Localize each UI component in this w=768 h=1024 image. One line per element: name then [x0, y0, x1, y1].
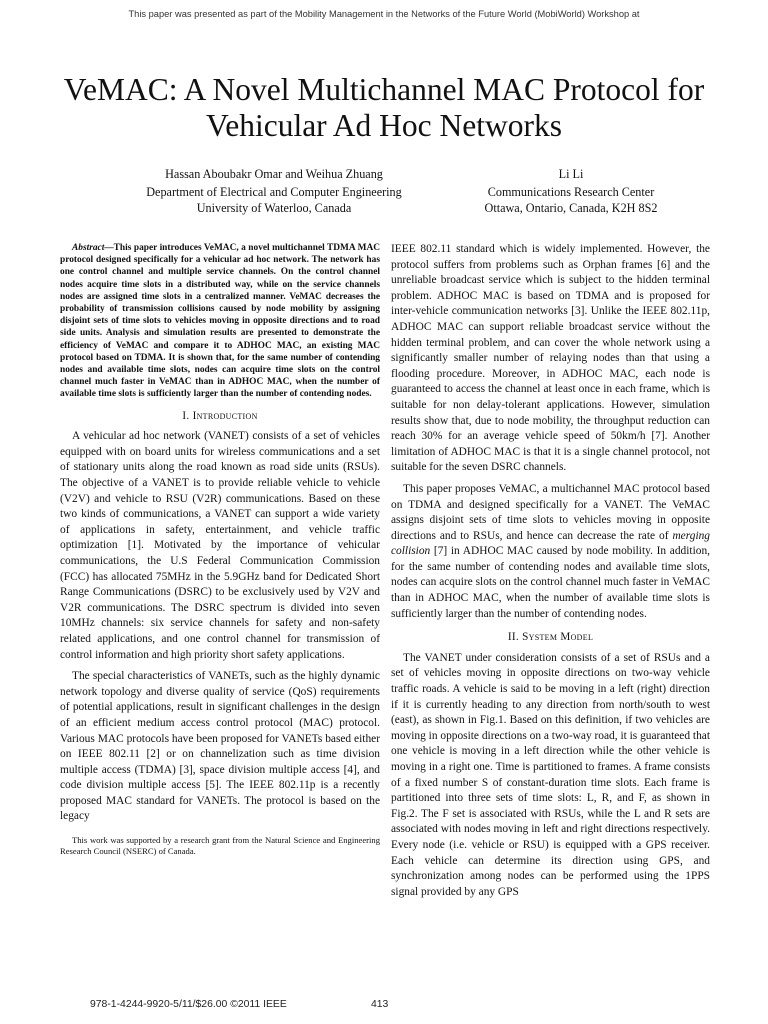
section-title: Introduction — [192, 409, 258, 422]
abstract — [60, 242, 380, 401]
paragraph-text: This paper proposes VeMAC, a multichannel MAC protocol based on TDMA and designed specifically for a VANET. The VeMAC assigns disjoint sets of time slots to vehicles moving in opposite directions and to RSUs, and hence can decrease the rate of — [391, 482, 710, 542]
author-affiliation: Ottawa, Ontario, Canada, K2H 8S2 — [484, 201, 658, 215]
paragraph: The VANET under consideration consists of a set of RSUs and a set of vehicles moving in opposite directions on two-way vehicle traffic roads. A vehicle is said to be moving in a left (right) direction if it is currently heading to any direction from north/south to west (east), as shown in Fig.1. Based on this definition, if two vehicles are moving in opposite directions on a two-way road, it is guaranteed that one vehicle is moving in a left direction while the other vehicle is moving in a right one. Time is partitioned to frames. A frame consists of a fixed number S of constant-duration time slots. Each frame is partitioned into three sets of time slots: L, R, and F, as shown in Fig.2. The F set is associated with RSUs, while the L and R sets are associated with nodes moving in left and right directions respectively. Every node (i.e. vehicle or RSU) is equipped with a GPS receiver. Each vehicle can determine its direction using GPS, and synchronization among nodes can be performed using the 1PPS signal provided by any GPS — [391, 651, 710, 898]
author-affiliation: Communications Research Center — [487, 185, 655, 199]
section-heading-system-model — [391, 630, 710, 646]
abstract-label: Abstract — [72, 243, 105, 253]
section-numeral: I. — [182, 409, 190, 422]
page-number: 413 — [371, 999, 389, 1010]
copyright-footer: 978-1-4244-9920-5/11/$26.00 ©2011 IEEE — [90, 999, 287, 1010]
title-line-1: VeMAC: A Novel Multichannel MAC Protocol for — [63, 72, 705, 107]
author-affiliation: Department of Electrical and Computer Engineering — [146, 185, 402, 199]
paper-title — [30, 72, 738, 144]
author-block-crc — [424, 166, 718, 216]
paragraph-text: [7] in ADHOC MAC caused by node mobility. In addition, for the same number of contending nodes and available time slots, nodes can acquire slots on the control channel much faster in VeMAC than in ADHOC MAC, when the number of available time slots is sufficiently larger than the number of contending nodes. — [391, 545, 710, 620]
paragraph — [391, 482, 710, 622]
conference-header-note: This paper was presented as part of the Mobility Management in the Networks of the Future World (MobiWorld) Workshop at — [128, 9, 640, 19]
paragraph: IEEE 802.11 standard which is widely implemented. However, the protocol suffers from problems such as Orphan frames [6] and the unreliable broadcast service which is subject to the hidden terminal problem. ADHOC MAC is based on TDMA and is proposed for inter-vehicle communication networks [3]. Unlike the IEEE 802.11p, ADHOC MAC can support reliable broadcast service without the hidden terminal problem, and can cover the whole network using a significantly smaller number of relaying nodes than that using a flooding procedure. Moreover, in ADHOC MAC, each node is guaranteed to access the channel at least once in each frame, which is suitable for non delay-tolerant applications. However, simulation results show that, due to node mobility, the throughput reduction can reach 30% for an average vehicle speed of 50km/h [7]. Another limitation of ADHOC MAC is that it is a single channel protocol, not suitable for the seven DSRC channels. — [391, 243, 710, 474]
author-affiliation: University of Waterloo, Canada — [196, 201, 352, 215]
title-line-2: Vehicular Ad Hoc Networks — [205, 108, 563, 143]
author-names: Hassan Aboubakr Omar and Weihua Zhuang — [165, 167, 383, 181]
emphasis-text: merging collision — [391, 529, 710, 558]
section-numeral: II. — [507, 631, 520, 644]
paragraph: The special characteristics of VANETs, such as the highly dynamic network topology and diverse quality of service (QoS) requirements of potential applications, result in significant challenges in the design of an efficient medium access control protocol (MAC) protocol. Various MAC protocols have been proposed for VANETs based either on IEEE 802.11 [2] or on channelization such as time division multiple access (TDMA) [3], space division multiple access [4], and code division multiple access [5]. The IEEE 802.11p is a recently proposed MAC standard for VANETs. The protocol is based on the legacy — [60, 670, 380, 823]
abstract-text: —This paper introduces VeMAC, a novel multichannel TDMA MAC protocol designed specifically for a vehicular ad hoc network. The network has one control channel and multiple service channels. On the control channel nodes acquire time slots in a distributed way, while on the service channels nodes are assigned time slots in a centralized manner. VeMAC decreases the probability of transmission collisions caused by node mobility by assigning disjoint sets of time slots to vehicles moving in opposite directions and to road side units. Analysis and simulation results are presented to demonstrate the efficiency of VeMAC and compare it to ADHOC MAC, an existing MAC protocol based on TDMA. It is shown that, for the same number of contending nodes and available time slots, nodes can acquire time slots on the control channel much faster in VeMAC than in ADHOC MAC, when the number of available time slots is sufficiently larger than the number of contending nodes. — [60, 243, 380, 400]
section-heading-introduction — [60, 409, 380, 425]
left-column — [60, 242, 380, 863]
section-title: System Model — [522, 631, 594, 644]
footnote: This work was supported by a research grant from the Natural Science and Engineering Research Council (NSERC) of Canada. — [60, 835, 380, 857]
right-column — [391, 242, 710, 906]
author-names: Li Li — [558, 167, 584, 181]
paragraph: A vehicular ad hoc network (VANET) consists of a set of vehicles equipped with on board units for wireless communications and a set of stationary units along the road known as road side units (RSUs). The objective of a VANET is to provide reliable vehicle to vehicle (V2V) and vehicle to RSU (V2R) communications. Based on these two kinds of communications, a VANET can support a wide variety of applications in safety, entertainment, and vehicle traffic optimization [1]. Motivated by the importance of vehicular communications, the U.S Federal Communication Commission (FCC) has allocated 75MHz in the 5.9GHz band for Dedicated Short Range Communications (DSRC) to be exclusively used by V2V and V2R communications. The DSRC spectrum is divided into seven 10MHz channels: six service channels for safety and non-safety related applications, and one control channel for transmission of control information and high priority short safety applications. — [60, 430, 380, 661]
